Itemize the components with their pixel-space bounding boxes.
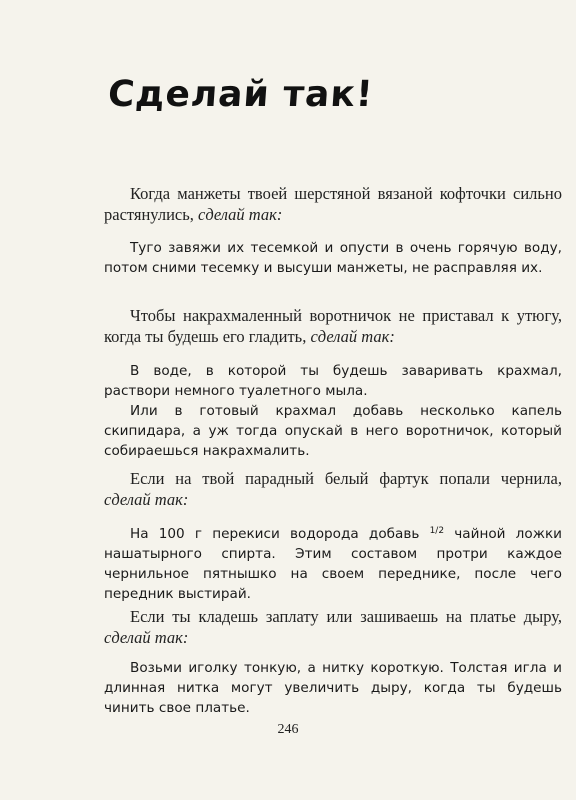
answer-paragraph-1 [104,238,562,278]
answer-text: В воде, в которой ты будешь заваривать крахмал, раствори немного туалетного мыла. [104,363,562,399]
lead-paragraph-3 [104,468,562,510]
page-title: Сделай так! [106,74,375,115]
lead-text: Чтобы накрахмаленный воротничок не приставал к утюгу, когда ты будешь его гладить, [104,306,562,346]
page-number: 246 [277,722,299,737]
lead-text: Когда манжеты твоей шерстяной вязаной кофточки сильно растянулись, [104,184,562,224]
lead-italic: сделай так: [198,205,283,224]
fraction: 1/2 [429,526,445,536]
answer-text: Возьми иголку тонкую, а нитку короткую. Толстая игла и длинная нитка могут увеличить дыру, когда ты будешь чинить свое платье. [104,660,562,716]
lead-italic: сделай так: [104,490,189,509]
answer-paragraph-2 [104,361,562,461]
lead-paragraph-4 [104,606,562,648]
answer-text-post: чайной ложки нашатырного спирта. Этим составом протри каждое чернильное пятнышко на своем переднике, после чего передник выстирай. [104,526,562,602]
lead-text: Если на твой парадный белый фартук попали чернила, [130,469,562,488]
answer-text: Или в готовый крахмал добавь несколько капель скипидара, а уж тогда опускай в него воротничок, который собираешься накрахмалить. [104,403,562,459]
answer-text-pre: На 100 г перекиси водорода добавь [130,526,430,542]
lead-paragraph-2 [104,305,562,347]
answer-paragraph-3 [104,521,562,604]
lead-italic: сделай так: [104,628,189,647]
lead-paragraph-1 [104,183,562,225]
lead-text: Если ты кладешь заплату или зашиваешь на платье дыру, [130,607,562,626]
answer-text: Туго завяжи их тесемкой и опусти в очень горячую воду, потом сними тесемку и высуши манжеты, не расправляя их. [104,240,562,276]
answer-paragraph-4 [104,658,562,718]
lead-italic: сделай так: [310,327,395,346]
